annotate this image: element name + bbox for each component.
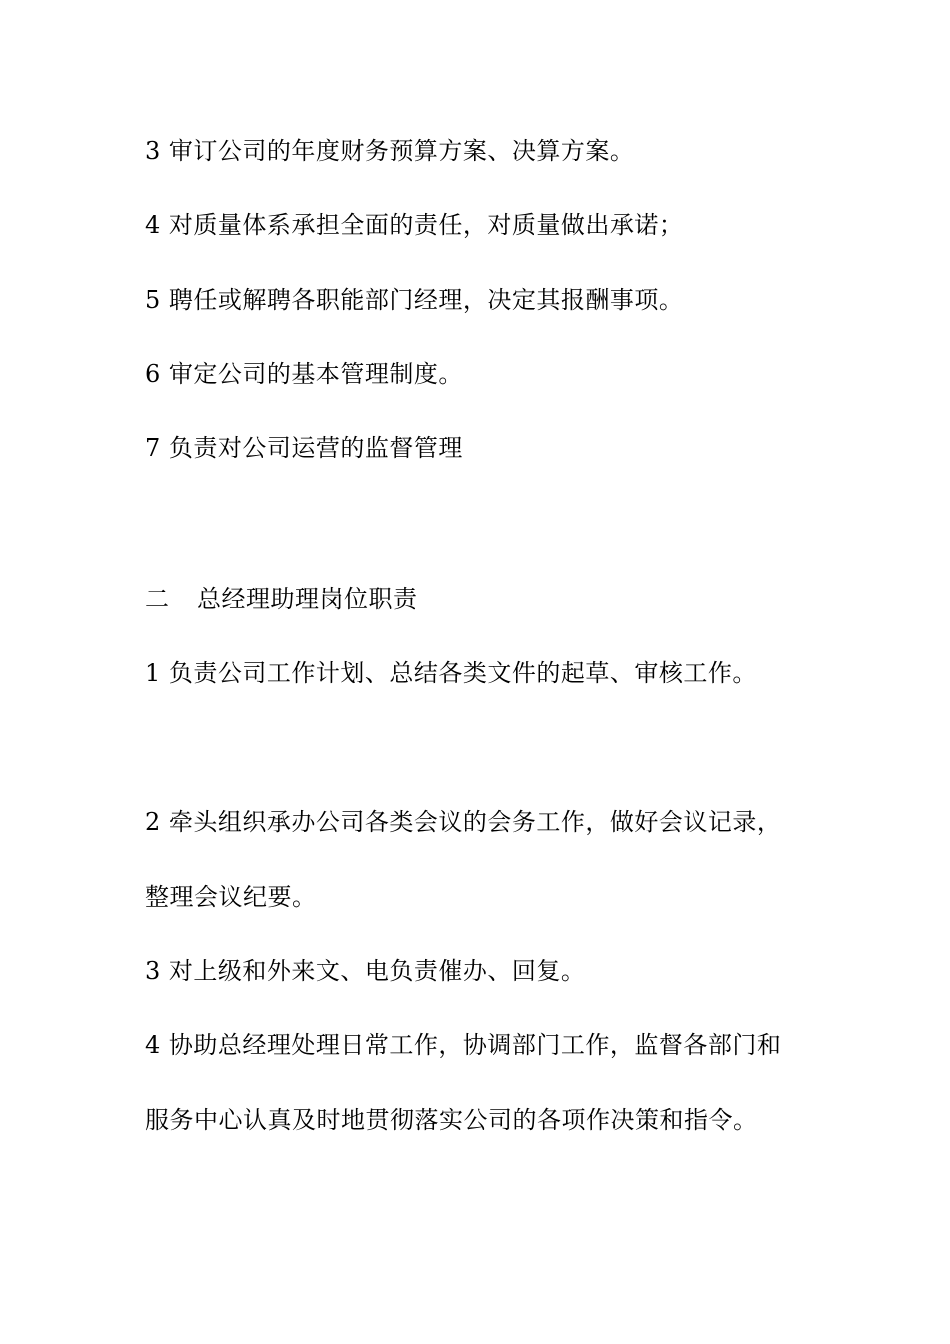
- text-line: 4 对质量体系承担全面的责任，对质量做出承诺；: [145, 211, 684, 239]
- text-line: 4 协助总经理处理日常工作，协调部门工作，监督各部门和: [145, 1031, 782, 1059]
- section-heading: [145, 583, 418, 615]
- text-line: 服务中心认真及时地贯彻落实公司的各项作决策和指令。: [145, 1106, 758, 1134]
- text-line: 3 对上级和外来文、电负责催办、回复。: [145, 957, 586, 985]
- section-title: 总经理助理岗位职责: [197, 585, 418, 613]
- text-line: 2 牵头组织承办公司各类会议的会务工作，做好会议记录，: [145, 808, 782, 836]
- text-line: 7 负责对公司运营的监督管理: [145, 434, 463, 462]
- text-line: 3 审订公司的年度财务预算方案、决算方案。: [145, 137, 635, 165]
- text-line: 5 聘任或解聘各职能部门经理，决定其报酬事项。: [145, 286, 684, 314]
- section-number: 二: [145, 585, 170, 613]
- text-line: 6 审定公司的基本管理制度。: [145, 360, 463, 388]
- text-line: 1 负责公司工作计划、总结各类文件的起草、审核工作。: [145, 659, 757, 687]
- text-line: 整理会议纪要。: [145, 883, 317, 911]
